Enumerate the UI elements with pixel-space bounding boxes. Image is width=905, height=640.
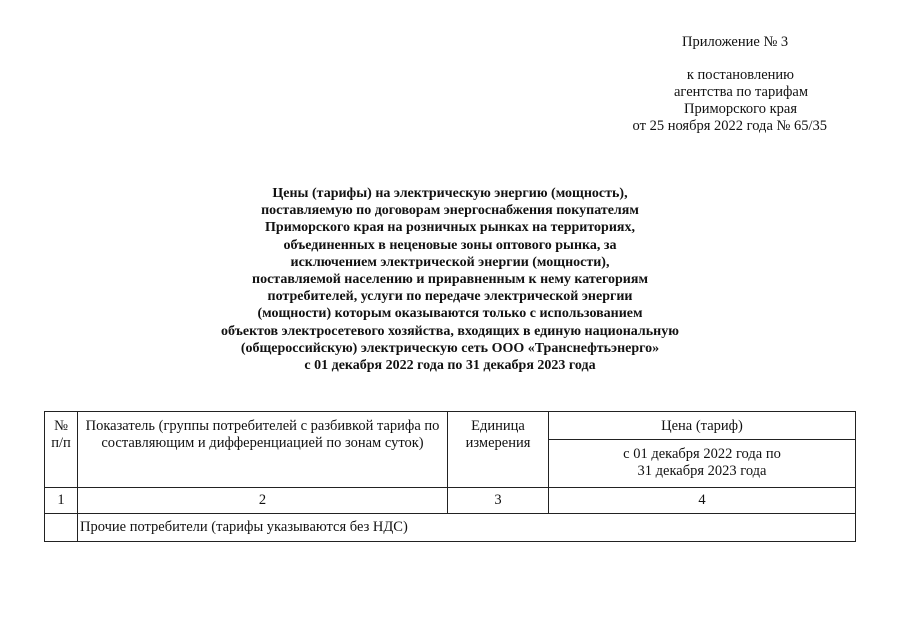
numbering-cell: 1 [45,488,78,514]
appendix-title: Приложение № 3 [682,34,789,50]
heading-line: потребителей, услуги по передаче электрической энергии [267,289,633,305]
tariff-table [44,411,856,542]
header-indicator: Показатель (группы потребителей с разбивкой тарифа по составляющим и дифференциацией по зонам суток) [78,412,448,488]
numbering-cell: 2 [78,488,448,514]
numbering-cell: 3 [448,488,549,514]
heading-line: объединенных в неценовые зоны оптового рынка, за [283,237,617,253]
appendix-reference [0,67,880,135]
heading-line: поставляемую по договорам энергоснабжения покупателям [261,203,639,219]
heading-line: объектов электросетевого хозяйства, входящих в единую национальную [221,323,679,339]
numbering-cell: 4 [549,488,856,514]
section-row [45,514,856,542]
heading-line: Цены (тарифы) на электрическую энергию (мощность), [272,186,628,201]
appendix-line: от 25 ноября 2022 года № 65/35 [632,118,827,134]
heading-line: поставляемой населению и приравненным к нему категориям [252,272,648,288]
header-num: № п/п [45,412,78,488]
section-label: Прочие потребители (тарифы указываются без НДС) [78,514,856,542]
heading-line: Приморского края на розничных рынках на территориях, [265,220,635,236]
appendix-line: агентства по тарифам [674,84,808,100]
header-price: Цена (тариф) [549,412,856,440]
header-unit: Единица измерения [448,412,549,488]
heading-line: (мощности) которым оказываются только с использованием [257,306,643,322]
heading-line: (общероссийскую) электрическую сеть ООО «Транснефтьэнерго» [240,340,660,356]
heading-line: исключением электрической энергии (мощности), [290,254,610,270]
appendix-line: Приморского края [683,101,797,117]
document-heading [150,185,750,374]
numbering-row [45,488,856,514]
header-period: с 01 декабря 2022 года по 31 декабря 2023 года [549,440,856,488]
heading-line: с 01 декабря 2022 года по 31 декабря 2023 года [304,358,596,374]
section-num-cell [45,514,78,542]
appendix-line: к постановлению [686,67,794,83]
